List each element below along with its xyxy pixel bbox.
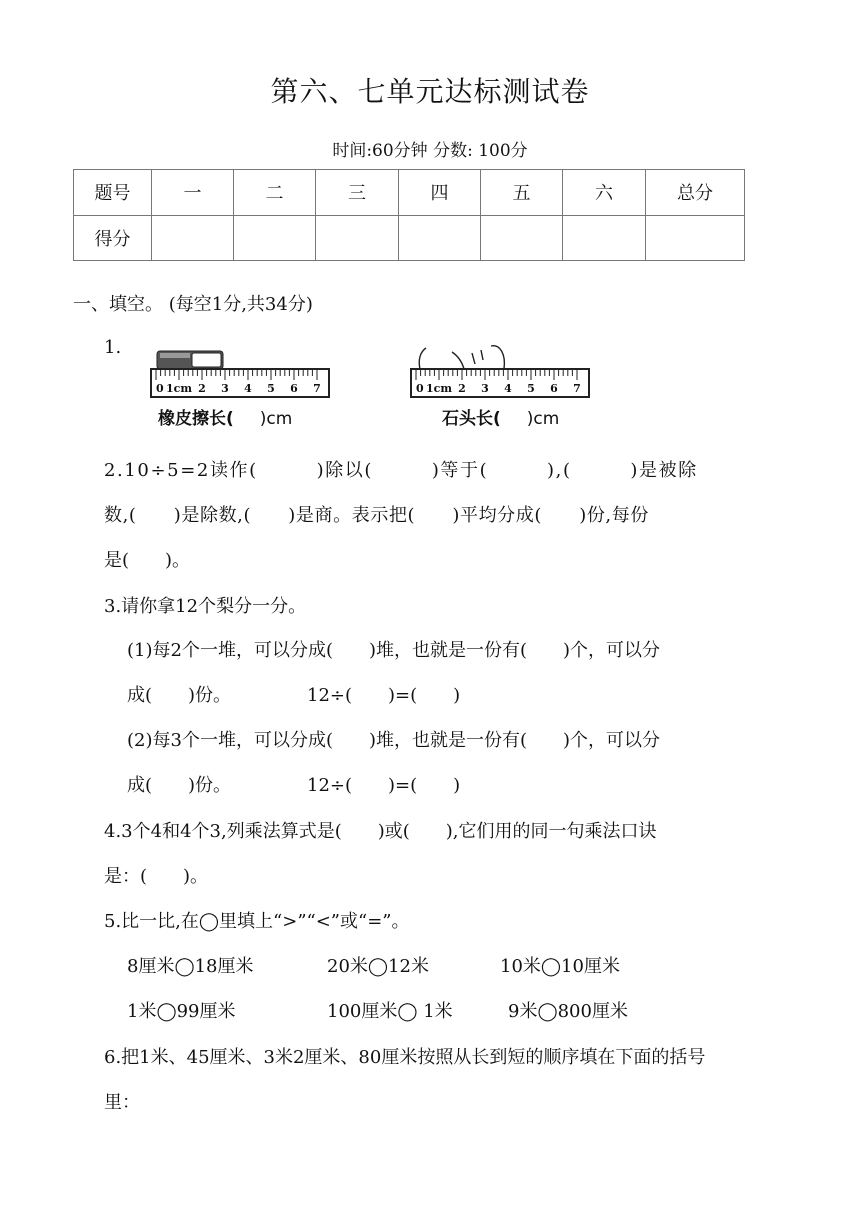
q3-part2-line2a: 成( )份。 — [127, 775, 232, 796]
ruler-label: 4 — [504, 382, 512, 395]
section-heading: 一、填空。 (每空1分,共34分) — [73, 294, 313, 315]
header-cell: 六 — [563, 170, 646, 216]
ruler-label: 3 — [481, 382, 489, 395]
score-cell[interactable] — [481, 215, 563, 261]
ruler-label: 5 — [267, 382, 275, 395]
ruler-label: 4 — [244, 382, 252, 395]
q3-part2-line2b: 12÷( )=( ) — [307, 775, 461, 796]
q6-line2: 里： — [104, 1092, 140, 1113]
q3-part1-line2a: 成( )份。 — [127, 685, 232, 706]
score-cell[interactable] — [234, 215, 316, 261]
ruler-label: 6 — [550, 382, 558, 395]
header-cell: 四 — [399, 170, 481, 216]
q2-line3: 是( )。 — [104, 550, 191, 571]
ruler-label: 2 — [458, 382, 466, 395]
ruler-label: 3 — [221, 382, 229, 395]
ruler-label: 2 — [198, 382, 206, 395]
header-cell: 总分 — [646, 170, 745, 216]
q4-line1: 4.3个4和4个3,列乘法算式是( )或( ),它们用的同一句乘法口诀 — [104, 821, 657, 842]
q5-item: 1米◯99厘米 — [127, 1001, 236, 1022]
page-title: 第六、七单元达标测试卷 — [270, 75, 590, 108]
q1-number: 1. — [104, 337, 122, 358]
q2-line1: 2.10÷5=2读作( )除以( )等于( ),( )是被除 — [104, 460, 698, 481]
stone-caption: 石头长( — [442, 409, 501, 429]
ruler-label: 1cm — [166, 382, 192, 395]
eraser-caption: 橡皮擦长( — [158, 409, 234, 429]
score-cell[interactable] — [316, 215, 399, 261]
stone-unit: )cm — [526, 409, 560, 429]
ruler-label: 7 — [573, 382, 581, 395]
score-table — [73, 169, 745, 261]
exam-info: 时间:60分钟 分数: 100分 — [332, 141, 528, 161]
score-cell[interactable] — [563, 215, 646, 261]
ruler-label: 7 — [313, 382, 321, 395]
score-cell[interactable] — [399, 215, 481, 261]
q3-part2-line1: (2)每3个一堆，可以分成( )堆，也就是一份有( )个，可以分 — [127, 730, 661, 751]
q3-part1-line2b: 12÷( )=( ) — [307, 685, 461, 706]
ruler-label: 6 — [290, 382, 298, 395]
header-cell: 五 — [481, 170, 563, 216]
q4-line2: 是：( )。 — [104, 866, 209, 887]
stone-ruler-figure — [408, 340, 593, 429]
q3-line1: 3.请你拿12个梨分一分。 — [104, 596, 307, 617]
eraser-ruler-image — [148, 346, 333, 400]
header-cell: 三 — [316, 170, 399, 216]
stone-ruler-image — [408, 340, 593, 400]
ruler-label: 0 — [416, 382, 424, 395]
eraser-unit: )cm — [259, 409, 293, 429]
q6-line1: 6.把1米、45厘米、3米2厘米、80厘米按照从长到短的顺序填在下面的括号 — [104, 1047, 706, 1068]
q5-item: 20米◯12米 — [327, 956, 429, 977]
eraser-icon — [157, 351, 223, 369]
q5-line1: 5.比一比,在◯里填上“>”“<”或“=”。 — [104, 911, 410, 932]
ruler-label: 5 — [527, 382, 535, 395]
score-cell[interactable] — [646, 215, 745, 261]
eraser-ruler-figure — [148, 346, 333, 429]
score-table-score-row — [74, 215, 745, 261]
q5-item: 9米◯800厘米 — [508, 1001, 628, 1022]
q2-line2: 数,( )是除数,( )是商。表示把( )平均分成( )份,每份 — [104, 505, 649, 526]
score-table-header-row — [74, 170, 745, 216]
header-cell: 一 — [152, 170, 234, 216]
row-label: 得分 — [74, 215, 152, 261]
stone-icon — [419, 346, 504, 369]
ruler-label: 1cm — [426, 382, 452, 395]
header-cell: 二 — [234, 170, 316, 216]
score-cell[interactable] — [152, 215, 234, 261]
q3-part1-line1: (1)每2个一堆，可以分成( )堆，也就是一份有( )个，可以分 — [127, 640, 661, 661]
q5-item: 10米◯10厘米 — [500, 956, 620, 977]
ruler-label: 0 — [156, 382, 164, 395]
q5-item: 8厘米◯18厘米 — [127, 956, 254, 977]
header-cell: 题号 — [74, 170, 152, 216]
q5-item: 100厘米◯ 1米 — [327, 1001, 453, 1022]
